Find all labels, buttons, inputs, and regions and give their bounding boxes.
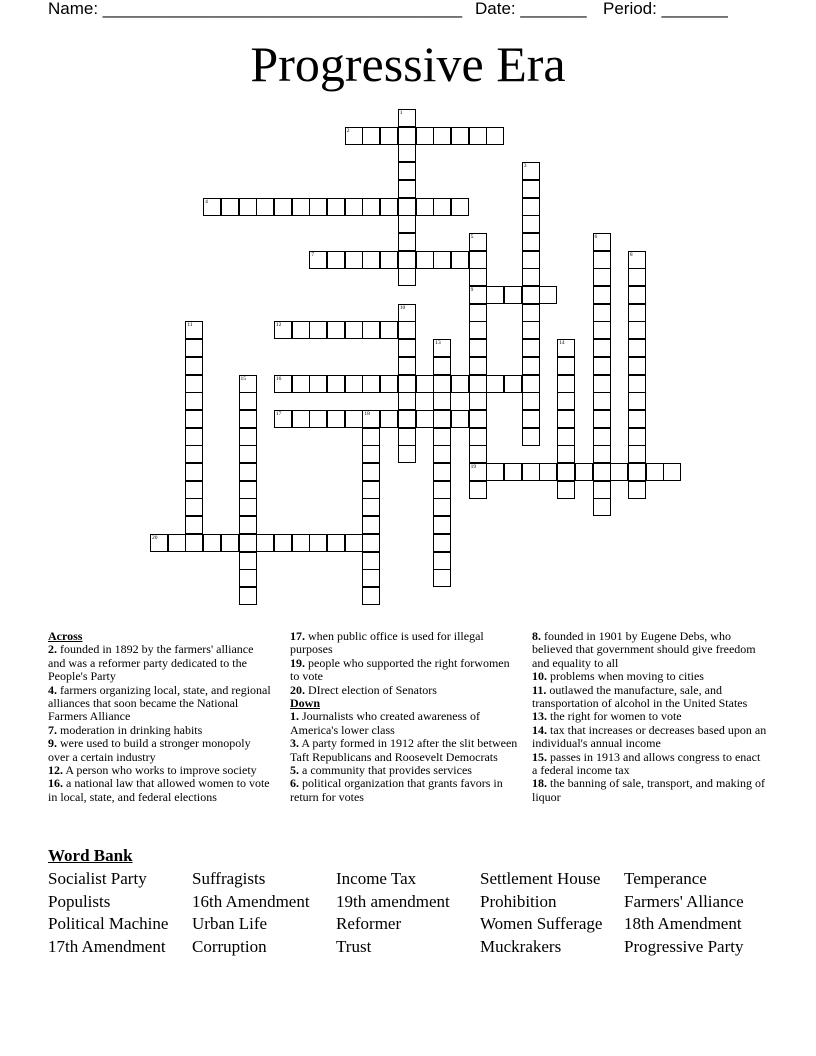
crossword-cell[interactable] xyxy=(416,251,434,269)
crossword-cell[interactable] xyxy=(522,375,540,393)
crossword-cell[interactable] xyxy=(451,251,469,269)
crossword-cell[interactable] xyxy=(628,251,646,269)
clue-across-19: 19. people who supported the right forwomen to vote xyxy=(290,655,510,684)
crossword-cell[interactable] xyxy=(292,410,310,428)
crossword-cell[interactable] xyxy=(469,268,487,286)
word-bank-item: Progressive Party xyxy=(624,937,744,957)
crossword-cell[interactable] xyxy=(522,180,540,198)
crossword-cell[interactable] xyxy=(646,463,664,481)
word-bank-title: Word Bank xyxy=(48,846,133,865)
clue-across-9: 9. were used to build a stronger monopoly over a certain industry xyxy=(48,736,251,764)
clue-across-2: 2. founded in 1892 by the farmers' alliance and was a reformer party dedicated to the People's Party xyxy=(48,642,254,684)
crossword-cell[interactable] xyxy=(522,215,540,233)
clue-down-8: 8. founded in 1901 by Eugene Debs, who believed that government should give freedom and equality to all xyxy=(532,629,756,670)
crossword-cell[interactable] xyxy=(557,357,575,375)
crossword-cell[interactable] xyxy=(362,498,380,516)
crossword-cell[interactable] xyxy=(168,534,186,552)
crossword-cell[interactable] xyxy=(504,375,522,393)
crossword-cell[interactable] xyxy=(433,552,451,570)
crossword-cell[interactable] xyxy=(185,534,203,552)
crossword-cell[interactable] xyxy=(398,392,416,410)
crossword-cell[interactable] xyxy=(185,463,203,481)
crossword-cell[interactable] xyxy=(522,339,540,357)
crossword-cell[interactable] xyxy=(185,516,203,534)
clue-number: 5 xyxy=(470,233,474,240)
word-bank-item: Trust xyxy=(336,937,372,957)
clue-number: 3 xyxy=(523,163,527,170)
crossword-cell[interactable] xyxy=(433,569,451,587)
clue-down-11: 11. outlawed the manufacture, sale, and transportation of alcohol in the United States xyxy=(532,682,748,711)
crossword-cell[interactable] xyxy=(557,375,575,393)
crossword-cell[interactable] xyxy=(469,410,487,428)
clue-number: 10 xyxy=(399,304,406,311)
crossword-cell[interactable] xyxy=(398,198,416,216)
crossword-cell[interactable] xyxy=(628,463,646,481)
crossword-cell[interactable] xyxy=(345,410,363,428)
crossword-cell[interactable] xyxy=(398,268,416,286)
crossword-cell[interactable] xyxy=(593,498,611,516)
crossword-cell[interactable] xyxy=(416,127,434,145)
crossword-cell[interactable] xyxy=(239,375,257,393)
clue-down-13: 13. the right for women to vote xyxy=(532,709,682,724)
word-bank-item: Suffragists xyxy=(192,869,266,888)
word-bank-item: Settlement House xyxy=(480,869,601,888)
crossword-cell[interactable] xyxy=(593,463,611,481)
crossword-cell[interactable] xyxy=(239,552,257,570)
crossword-cell[interactable] xyxy=(398,180,416,198)
crossword-cell[interactable] xyxy=(522,268,540,286)
crossword-cell[interactable] xyxy=(398,127,416,145)
crossword-cell[interactable] xyxy=(557,392,575,410)
clue-across-16: 16. a national law that allowed women to vote in local, state, and federal elections xyxy=(48,776,270,804)
clue-down-1: 1. Journalists who created awareness of America's lower class xyxy=(290,709,480,737)
crossword-cell[interactable] xyxy=(345,534,363,552)
crossword-cell[interactable] xyxy=(593,268,611,286)
crossword-cell[interactable] xyxy=(522,463,540,481)
crossword-cell[interactable] xyxy=(362,198,380,216)
crossword-cell[interactable] xyxy=(469,428,487,446)
clue-number: 19 xyxy=(470,464,477,470)
crossword-cell[interactable] xyxy=(628,339,646,357)
crossword-cell[interactable] xyxy=(239,428,257,446)
crossword-cell[interactable] xyxy=(327,410,345,428)
crossword-cell[interactable] xyxy=(185,498,203,516)
crossword-cell[interactable] xyxy=(274,410,292,428)
crossword-cell[interactable] xyxy=(433,463,451,481)
crossword-cell[interactable] xyxy=(292,375,310,393)
clue-across-20: 20. DIrect election of Senators xyxy=(290,682,437,697)
crossword-cell[interactable] xyxy=(593,286,611,304)
crossword-cell[interactable] xyxy=(486,127,504,145)
crossword-cell[interactable] xyxy=(362,569,380,587)
crossword-cell[interactable] xyxy=(504,463,522,481)
crossword-cell[interactable] xyxy=(628,268,646,286)
crossword-cell[interactable] xyxy=(398,357,416,375)
crossword-cell[interactable] xyxy=(398,162,416,180)
crossword-cell[interactable] xyxy=(469,127,487,145)
crossword-cell[interactable] xyxy=(327,321,345,339)
crossword-cell[interactable] xyxy=(185,445,203,463)
crossword-cell[interactable] xyxy=(522,233,540,251)
crossword-cell[interactable] xyxy=(239,516,257,534)
word-bank-item: Farmers' Alliance xyxy=(624,891,744,911)
crossword-cell[interactable] xyxy=(185,357,203,375)
crossword-cell[interactable] xyxy=(362,251,380,269)
crossword-cell[interactable] xyxy=(522,410,540,428)
crossword-cell[interactable] xyxy=(327,251,345,269)
page-title: Progressive Era xyxy=(250,36,566,92)
clue-number: 9 xyxy=(470,287,474,293)
clue-down-6: 6. political organization that grants favors in return for votes xyxy=(290,776,503,804)
clues-column-3 xyxy=(532,630,768,804)
crossword-cell[interactable] xyxy=(522,198,540,216)
crossword-cell[interactable] xyxy=(433,498,451,516)
crossword-cell[interactable] xyxy=(185,321,203,339)
word-bank-item: Corruption xyxy=(192,937,267,957)
crossword-cell[interactable] xyxy=(557,463,575,481)
crossword-cell[interactable] xyxy=(433,357,451,375)
crossword-cell[interactable] xyxy=(522,321,540,339)
crossword-cell[interactable] xyxy=(628,304,646,322)
crossword-cell[interactable] xyxy=(309,251,327,269)
crossword-cell[interactable] xyxy=(185,428,203,446)
crossword-cell[interactable] xyxy=(380,127,398,145)
crossword-cell[interactable] xyxy=(398,304,416,322)
crossword-cell[interactable] xyxy=(345,198,363,216)
crossword-cell[interactable] xyxy=(362,428,380,446)
crossword-cell[interactable] xyxy=(628,321,646,339)
word-bank-item: 17th Amendment xyxy=(48,937,166,957)
crossword-cell[interactable] xyxy=(239,534,257,552)
crossword-cell[interactable] xyxy=(185,410,203,428)
crossword-cell[interactable] xyxy=(628,357,646,375)
crossword-cell[interactable] xyxy=(362,410,380,428)
clue-across-17: 17. when public office is used for illegal purposes xyxy=(290,629,484,657)
crossword-cell[interactable] xyxy=(628,410,646,428)
crossword-cell[interactable] xyxy=(380,375,398,393)
crossword-cell[interactable] xyxy=(557,481,575,499)
crossword-cell[interactable] xyxy=(327,375,345,393)
clue-number: 14 xyxy=(559,340,565,347)
crossword-cell[interactable] xyxy=(469,339,487,357)
word-bank-item: 18th Amendment xyxy=(624,914,742,934)
clue-down-5: 5. a community that provides services xyxy=(290,763,472,778)
crossword-cell[interactable] xyxy=(309,198,327,216)
crossword-cell[interactable] xyxy=(185,392,203,410)
clue-across-4: 4. farmers organizing local, state, and regional alliances that soon became the National Farmers Alliance xyxy=(48,682,271,724)
crossword-cell[interactable] xyxy=(362,321,380,339)
clue-number: 6 xyxy=(594,233,598,240)
crossword-cell[interactable] xyxy=(309,410,327,428)
clue-number: 11 xyxy=(187,322,193,329)
clue-number: 16 xyxy=(275,375,282,382)
crossword-cell[interactable] xyxy=(433,251,451,269)
crossword-cell[interactable] xyxy=(557,445,575,463)
crossword-cell[interactable] xyxy=(309,375,327,393)
crossword-cell[interactable] xyxy=(628,375,646,393)
crossword-cell[interactable] xyxy=(362,481,380,499)
crossword-cell[interactable] xyxy=(469,481,487,499)
crossword-cell[interactable] xyxy=(557,410,575,428)
crossword-cell[interactable] xyxy=(486,375,504,393)
word-bank-item: Income Tax xyxy=(336,869,417,888)
crossword-cell[interactable] xyxy=(362,463,380,481)
word-bank-item: Populists xyxy=(48,891,111,911)
crossword-cell[interactable] xyxy=(469,392,487,410)
crossword-cell[interactable] xyxy=(239,445,257,463)
clue-across-12: 12. A person who works to improve society xyxy=(48,763,257,778)
crossword-cell[interactable] xyxy=(469,375,487,393)
word-bank-item: Urban Life xyxy=(192,914,268,934)
word-bank-item: Reformer xyxy=(336,914,402,934)
crossword-cell[interactable] xyxy=(433,375,451,393)
crossword-cell[interactable] xyxy=(398,144,416,162)
crossword-cell[interactable] xyxy=(593,481,611,499)
crossword-cell[interactable] xyxy=(362,375,380,393)
crossword-cell[interactable] xyxy=(345,251,363,269)
down-heading: Down xyxy=(290,696,321,711)
crossword-cell[interactable] xyxy=(274,375,292,393)
crossword-cell[interactable] xyxy=(593,339,611,357)
clue-number: 2 xyxy=(346,127,350,134)
crossword-cell[interactable] xyxy=(628,445,646,463)
crossword-cell[interactable] xyxy=(185,375,203,393)
word-bank-item: Temperance xyxy=(624,869,707,888)
crossword-cell[interactable] xyxy=(663,463,681,481)
crossword-cell[interactable] xyxy=(593,428,611,446)
crossword-cell[interactable] xyxy=(292,198,310,216)
name-field[interactable]: Name: ______________________________________ xyxy=(48,0,463,18)
crossword-cell[interactable] xyxy=(362,534,380,552)
crossword-cell[interactable] xyxy=(433,198,451,216)
crossword-cell[interactable] xyxy=(522,304,540,322)
crossword-cell[interactable] xyxy=(380,321,398,339)
crossword-cell[interactable] xyxy=(345,321,363,339)
crossword-cell[interactable] xyxy=(451,410,469,428)
crossword-cell[interactable] xyxy=(557,339,575,357)
crossword-cell[interactable] xyxy=(593,445,611,463)
crossword-cell[interactable] xyxy=(469,463,487,481)
crossword-cell[interactable] xyxy=(593,321,611,339)
crossword-cell[interactable] xyxy=(433,481,451,499)
clue-down-15: 15. passes in 1913 and allows congress to enact a federal income tax xyxy=(532,749,761,778)
period-field[interactable]: Period: _______ xyxy=(603,0,728,18)
word-bank-item: Muckrakers xyxy=(480,937,562,957)
crossword-cell[interactable] xyxy=(380,198,398,216)
crossword-cell[interactable] xyxy=(239,392,257,410)
crossword-cell[interactable] xyxy=(433,534,451,552)
clue-number: 8 xyxy=(629,251,633,258)
crossword-cell[interactable] xyxy=(398,375,416,393)
crossword-cell[interactable] xyxy=(150,534,168,552)
crossword-cell[interactable] xyxy=(628,286,646,304)
crossword-cell[interactable] xyxy=(593,375,611,393)
crossword-cell[interactable] xyxy=(362,587,380,605)
clues-column-2 xyxy=(290,630,518,804)
word-bank-item: Political Machine xyxy=(48,914,169,934)
crossword-cell[interactable] xyxy=(239,569,257,587)
crossword-cell[interactable] xyxy=(274,534,292,552)
crossword-cell[interactable] xyxy=(433,428,451,446)
crossword-cell[interactable] xyxy=(593,304,611,322)
crossword-cell[interactable] xyxy=(398,251,416,269)
crossword-cell[interactable] xyxy=(628,481,646,499)
crossword-cell[interactable] xyxy=(451,127,469,145)
clues-column-1 xyxy=(48,630,273,804)
crossword-cell[interactable] xyxy=(309,321,327,339)
crossword-cell[interactable] xyxy=(522,428,540,446)
crossword-cell[interactable] xyxy=(203,534,221,552)
crossword-cell[interactable] xyxy=(557,428,575,446)
crossword-cell[interactable] xyxy=(593,251,611,269)
crossword-cell[interactable] xyxy=(433,339,451,357)
crossword-cell[interactable] xyxy=(398,233,416,251)
crossword-cell[interactable] xyxy=(469,357,487,375)
crossword-cell[interactable] xyxy=(239,587,257,605)
crossword-cell[interactable] xyxy=(522,251,540,269)
crossword-cell[interactable] xyxy=(416,198,434,216)
crossword-cell[interactable] xyxy=(469,233,487,251)
crossword-cell[interactable] xyxy=(309,534,327,552)
clue-number: 7 xyxy=(311,251,315,258)
crossword-cell[interactable] xyxy=(486,286,504,304)
crossword-cell[interactable] xyxy=(593,392,611,410)
crossword-cell[interactable] xyxy=(256,534,274,552)
crossword-cell[interactable] xyxy=(593,233,611,251)
clue-number: 1 xyxy=(399,110,403,116)
crossword-cell[interactable] xyxy=(451,375,469,393)
crossword-cell[interactable] xyxy=(469,445,487,463)
clue-across-7: 7. moderation in drinking habits xyxy=(48,722,203,737)
crossword-cell[interactable] xyxy=(628,392,646,410)
word-bank-item: Prohibition xyxy=(480,891,557,911)
clue-number: 12 xyxy=(275,322,282,329)
crossword-cell[interactable] xyxy=(593,410,611,428)
crossword-cell[interactable] xyxy=(539,463,557,481)
crossword-cell[interactable] xyxy=(256,198,274,216)
crossword-cell[interactable] xyxy=(398,339,416,357)
crossword-cell[interactable] xyxy=(362,516,380,534)
date-field[interactable]: Date: _______ xyxy=(475,0,587,18)
clue-number: 13 xyxy=(435,340,441,347)
clue-down-14: 14. tax that increases or decreases based upon an individual's annual income xyxy=(532,722,767,751)
crossword-cell[interactable] xyxy=(504,286,522,304)
crossword-cell[interactable] xyxy=(292,321,310,339)
crossword-cell[interactable] xyxy=(628,428,646,446)
crossword-cell[interactable] xyxy=(221,534,239,552)
clue-number: 4 xyxy=(205,198,208,205)
crossword-cell[interactable] xyxy=(433,410,451,428)
crossword-cell[interactable] xyxy=(185,481,203,499)
crossword-cell[interactable] xyxy=(433,127,451,145)
crossword-cell[interactable] xyxy=(522,392,540,410)
crossword-cell[interactable] xyxy=(469,251,487,269)
crossword-cell[interactable] xyxy=(380,410,398,428)
crossword-cell[interactable] xyxy=(239,410,257,428)
crossword-cell[interactable] xyxy=(380,251,398,269)
crossword-cell[interactable] xyxy=(469,304,487,322)
crossword-cell[interactable] xyxy=(398,445,416,463)
crossword-cell[interactable] xyxy=(292,534,310,552)
crossword-cell[interactable] xyxy=(469,321,487,339)
crossword-cell[interactable] xyxy=(327,198,345,216)
clue-down-18: 18. the banning of sale, transport, and making of liquor xyxy=(532,776,765,804)
crossword-cell[interactable] xyxy=(451,198,469,216)
crossword-cell[interactable] xyxy=(522,162,540,180)
crossword-cell[interactable] xyxy=(433,516,451,534)
crossword-cell[interactable] xyxy=(203,198,221,216)
crossword-cell[interactable] xyxy=(362,552,380,570)
clue-number: 15 xyxy=(240,375,246,382)
crossword-cell[interactable] xyxy=(239,463,257,481)
crossword-cell[interactable] xyxy=(522,286,540,304)
crossword-cell[interactable] xyxy=(539,286,557,304)
crossword-cell[interactable] xyxy=(433,445,451,463)
crossword-cell[interactable] xyxy=(522,357,540,375)
word-bank-item: Women Sufferage xyxy=(480,914,603,934)
crossword-cell[interactable] xyxy=(593,357,611,375)
crossword-cell[interactable] xyxy=(433,392,451,410)
crossword-cell[interactable] xyxy=(416,375,434,393)
crossword-cell[interactable] xyxy=(398,215,416,233)
crossword-cell[interactable] xyxy=(575,463,593,481)
crossword-cell[interactable] xyxy=(398,109,416,127)
crossword-cell[interactable] xyxy=(327,534,345,552)
crossword-cell[interactable] xyxy=(239,498,257,516)
crossword-cell[interactable] xyxy=(239,481,257,499)
crossword-cell[interactable] xyxy=(274,321,292,339)
crossword-cell[interactable] xyxy=(239,198,257,216)
crossword-cell[interactable] xyxy=(185,339,203,357)
across-heading: Across xyxy=(48,629,83,643)
clue-down-3: 3. A party formed in 1912 after the slit between Taft Republicans and Roosevelt Democrats xyxy=(290,736,518,764)
crossword-cell[interactable] xyxy=(362,445,380,463)
crossword-cell[interactable] xyxy=(345,127,363,145)
crossword-cell[interactable] xyxy=(469,286,487,304)
word-bank-item: Socialist Party xyxy=(48,869,147,888)
word-bank-item: 19th amendment xyxy=(336,891,450,911)
clue-number: 20 xyxy=(152,534,158,541)
crossword-cell[interactable] xyxy=(274,198,292,216)
crossword-cell[interactable] xyxy=(398,321,416,339)
crossword-cell[interactable] xyxy=(486,463,504,481)
crossword-cell[interactable] xyxy=(416,410,434,428)
crossword-cell[interactable] xyxy=(221,198,239,216)
clue-number: 17 xyxy=(275,410,282,417)
crossword-cell[interactable] xyxy=(398,428,416,446)
clue-number: 18 xyxy=(364,410,370,417)
crossword-cell[interactable] xyxy=(345,375,363,393)
crossword-cell[interactable] xyxy=(398,410,416,428)
crossword-cell[interactable] xyxy=(610,463,628,481)
crossword-cell[interactable] xyxy=(362,127,380,145)
word-bank-item: 16th Amendment xyxy=(192,891,310,911)
clue-down-10: 10. problems when moving to cities xyxy=(532,669,704,684)
